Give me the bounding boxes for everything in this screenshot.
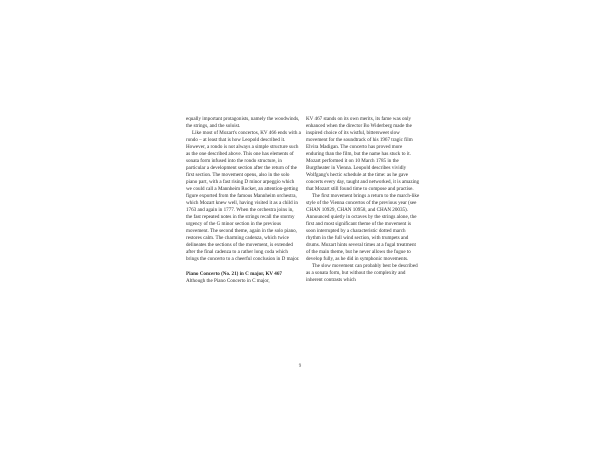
paragraph: KV 467 stands on its own merits, its fame was only enhanced when the director Bo Widerberg made the inspired choice of its wistful, bittersweet slow movement for the soundtrack of his 1967 tragic film Elvira Madigan. The concerto has proved more enduring than the film, but the name has stuck to it. Mozart performed it on 10 March 1785 in the Burgtheater in Vienna. Leopold describes vividly Wolfgang's hectic schedule at the time: as he gave concerts every day, taught and networked, it is amazing that Mozart still found time to compose and practise. <box>306 116 420 192</box>
text-column-left <box>186 116 301 285</box>
text-column-right <box>306 116 421 284</box>
paragraph: The first movement brings a return to the march-like style of the Vienna concertos of the previous year (see CHAN 10929, CHAN 10958, and CHAN 20035). Announced quietly in octaves by the strings alone, the first and most significant theme of the movement is soon interrupted by a characteristic dotted march rhythm in the full wind section, with trumpets and drums. Mozart hints several times at a fugal treatment of the main theme, but he never allows the fugue to develop fully, as he did in symphonic movements. <box>306 193 420 262</box>
paragraph: The slow movement can probably best be described as a sonata form, but without the complexity and inherent contrasts which <box>306 263 418 283</box>
paragraph: Although the Piano Concerto in C major, <box>186 278 270 284</box>
section-heading: Piano Concerto (No. 21) in C major, KV 467 <box>186 271 282 277</box>
section-gap <box>186 263 301 271</box>
paragraph: Like most of Mozart's concertos, KV 466 ends with a rondo – at least that is how Leopold described it. However, a rondo is not always a simple structure such as the one described above. This one has elements of sonata form infused into the rondo structure, in particular a development section after the return of the first section. The movement opens, also in the solo piano part, with a fast rising D minor arpeggio which we could call a Mannheim Rocket, an attention-getting figure exported from the famous Mannheim orchestra, which Mozart knew well, having visited it as a child in 1763 and again in 1777. When the orchestra joins in, the fast repeated notes in the strings recall the stormy urgency of the G minor section in the previous movement. The second theme, again in the solo piano, restores calm. The charming cadenza, which twice delineates the sections of the movement, is extended after the final cadenza to a rather long coda which brings the concerto to a cheerful conclusion in D major. <box>186 130 301 262</box>
page-number: 9 <box>298 364 302 369</box>
paragraph: equally important protagonists, namely the woodwinds, the strings, and the soloist. <box>186 116 300 129</box>
